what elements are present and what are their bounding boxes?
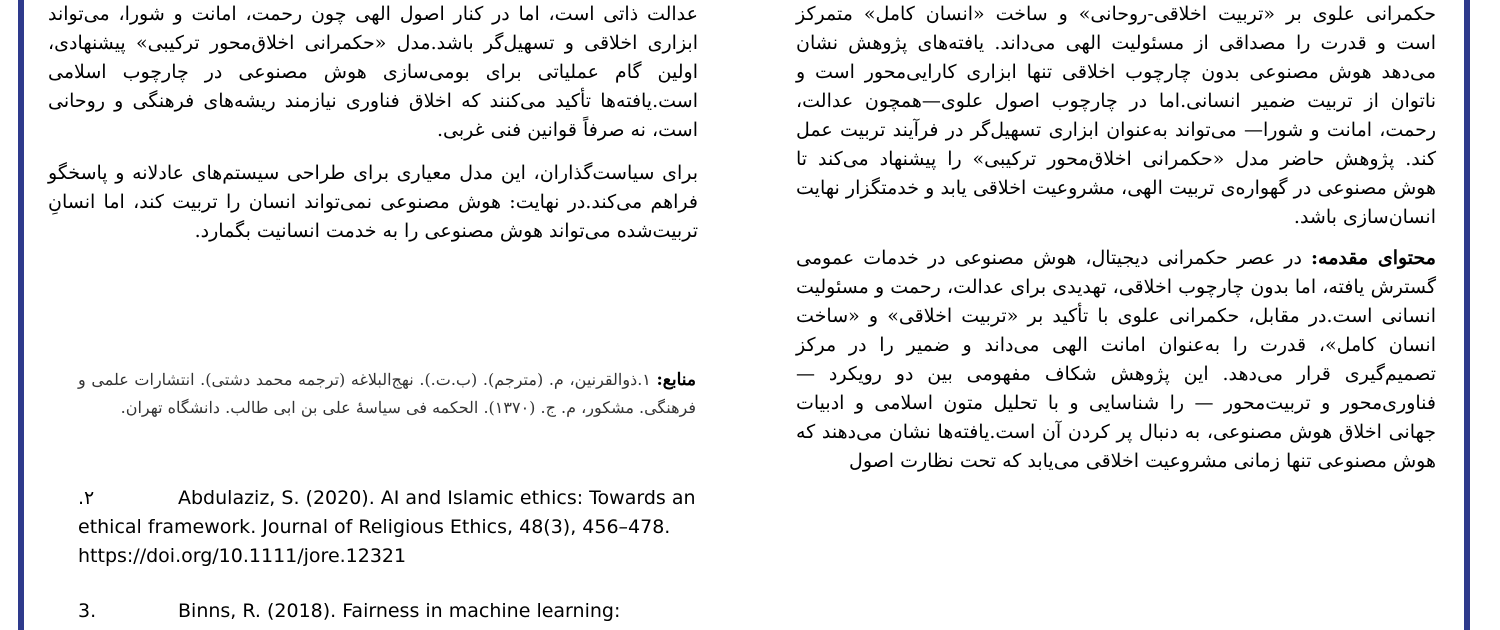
- page-frame-right: [1464, 0, 1470, 630]
- reference-2-number: .۲: [78, 487, 95, 509]
- introduction-paragraph: [796, 244, 1436, 476]
- reference-3-text: Binns, R. (2018). Fairness in machine learning:: [178, 600, 621, 622]
- intro-text: در عصر حکمرانی دیجیتال، هوش مصنوعی در خدمات عمومی گسترش یافته، اما بدون چارچوب اخلاقی، تهدیدی برای عدالت، رحمت و مسئولیت انسانی است.در مقابل، حکمرانی علوی با تأکید بر «تربیت اخلاقی» و «ساخت انسان کامل»، قدرت را به‌عنوان امانت الهی می‌داند و ضمیر را در مرکز تصمیم‌گیری قرار می‌دهد. این پژوهش شکاف مفهومی بین دو رویکرد — فناوری‌محور و تربیت‌محور — را شناسایی و با تحلیل متون اسلامی و ادبیات جهانی اخلاق هوش مصنوعی، به دنبال پر کردن آن است.یافته‌ها نشان می‌دهند که هوش مصنوعی تنها زمانی مشروعیت اخلاقی می‌یابد که تحت نظارت اصول: [796, 247, 1436, 472]
- abstract-paragraph: حکمرانی علوی بر «تربیت اخلاقی-روحانی» و ساخت «انسان کامل» متمرکز است و قدرت را مصداقی از مسئولیت الهی می‌داند. یافته‌های پژوهش نشان می‌دهد هوش مصنوعی بدون چارچوب اخلاقی تنها ابزاری کارایی‌محور است و ناتوان از تربیت ضمیر انسانی.اما در چارچوب اصول علوی—همچون عدالت، رحمت، امانت و شورا— می‌تواند به‌عنوان ابزاری تسهیل‌گر در فرآیند تربیت عمل کند. پژوهش حاضر مدل «حکمرانی اخلاق‌محور ترکیبی» را پیشنهاد می‌کند تا هوش مصنوعی در گهواره‌ی تربیت الهی، مشروعیت اخلاقی یابد و خدمتگزار نهایت انسان‌سازی باشد.: [796, 3, 1436, 228]
- reference-1: [78, 366, 696, 422]
- reference-2-text: Abdulaziz, S. (2020). AI and Islamic ethics: Towards an ethical framework. Journal of Religious Ethics, 48(3), 456–478. https://doi.org/10.1111/jore.12321: [78, 487, 696, 567]
- policy-paragraph: برای سیاست‌گذاران، این مدل معیاری برای طراحی سیستم‌های عادلانه و پاسخگو فراهم می‌کند.در نهایت: هوش مصنوعی نمی‌تواند انسان را تربیت کند، اما انسانِ تربیت‌شده می‌تواند هوش مصنوعی را به خدمت انسانیت بگمارد.: [48, 162, 698, 242]
- intro-heading: محتوای مقدمه:: [1311, 247, 1436, 269]
- reference-2: [78, 484, 698, 571]
- references-heading: منابع:: [656, 370, 696, 390]
- page-frame-left: [18, 0, 24, 630]
- reference-3: [78, 597, 698, 626]
- reference-1-text: ۱.ذوالقرنین، م. (مترجم). (ب.ت.). نهج‌البلاغه (ترجمه محمد دشتی). انتشارات علمی و فرهنگی. مشکور، م. ج. (۱۳۷۰). الحکمه فی سیاسهٔ علی بن ابی طالب. دانشگاه تهران.: [78, 370, 696, 417]
- left-column: [48, 0, 698, 246]
- right-column: [796, 0, 1436, 476]
- references-section: [78, 366, 696, 422]
- conclusion-paragraph: عدالت ذاتی است، اما در کنار اصول الهی چون رحمت، امانت و شورا، می‌تواند ابزاری اخلاقی و تسهیل‌گر باشد.مدل «حکمرانی اخلاق‌محور ترکیبی» پیشنهادی، اولین گام عملیاتی برای بومی‌سازی هوش مصنوعی در چارچوب اسلامی است.یافته‌ها تأکید می‌کنند که اخلاق فناوری نیازمند ریشه‌های فرهنگی و روحانی است، نه صرفاً قوانین فنی غربی.: [48, 3, 698, 141]
- reference-3-number: 3.: [78, 600, 97, 622]
